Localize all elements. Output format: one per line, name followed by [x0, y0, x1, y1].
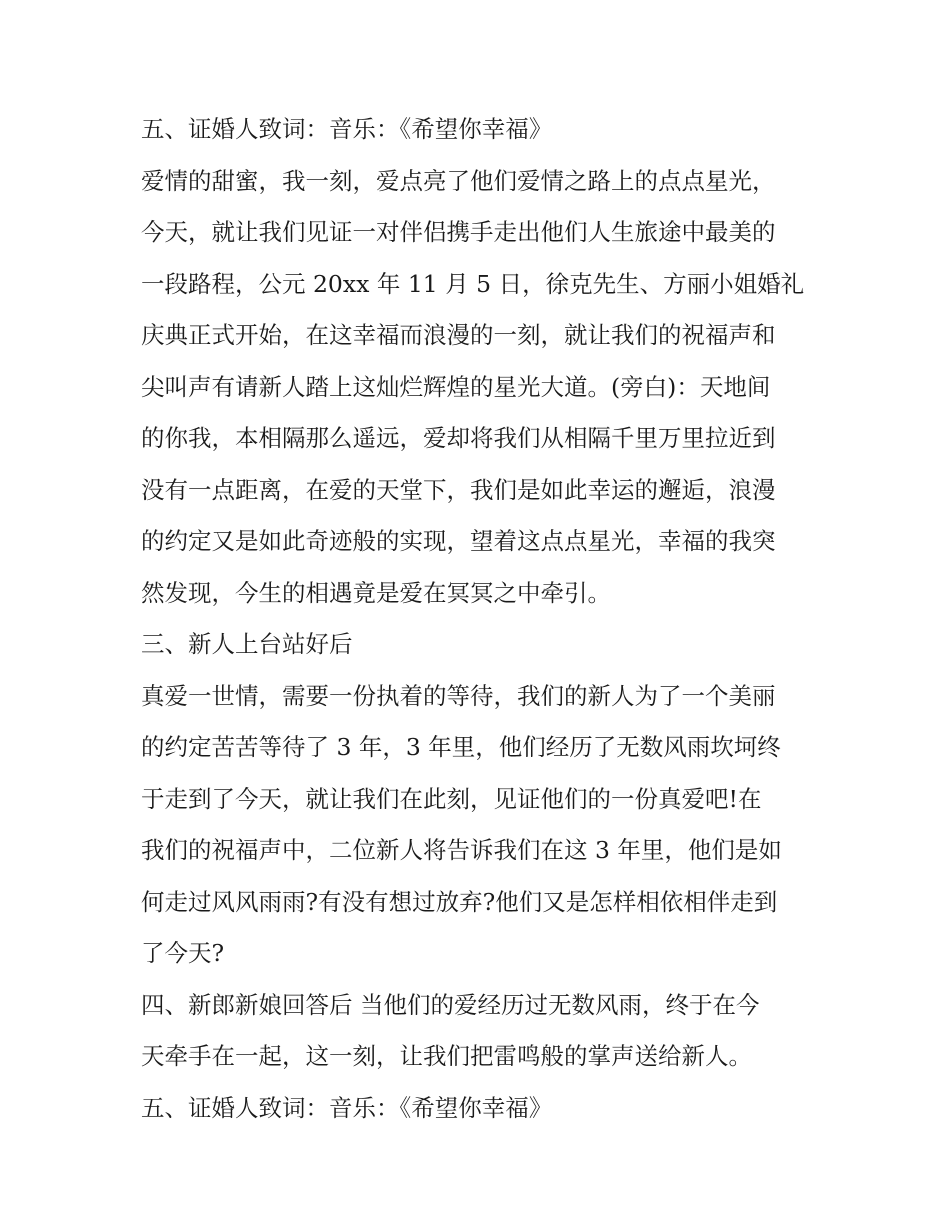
paragraph-line: 尖叫声有请新人踏上这灿烂辉煌的星光大道。(旁白)：天地间	[141, 372, 771, 401]
paragraph-line: 的约定又是如此奇迹般的实现，望着这点点星光，幸福的我突	[141, 527, 776, 555]
paragraph-line: 真爱一世情，需要一份执着的等待，我们的新人为了一个美丽	[141, 681, 776, 710]
paragraph-line: 然发现，今生的相遇竟是爱在冥冥之中牵引。	[141, 578, 611, 607]
paragraph-line: 天牵手在一起，这一刻，让我们把雷鸣般的掌声送给新人。	[141, 1042, 752, 1070]
paragraph-line: 一段路程，公元 20xx 年 11 月 5 日，徐克先生、方丽小姐婚礼	[141, 269, 805, 298]
section-heading: 四、新郎新娘回答后 当他们的爱经历过无数风雨，终于在今	[141, 990, 760, 1019]
paragraph-line: 庆典正式开始，在这幸福而浪漫的一刻，就让我们的祝福声和	[141, 321, 776, 349]
paragraph-line: 今天，就让我们见证一对伴侣携手走出他们人生旅途中最美的	[141, 218, 776, 246]
paragraph-line: 了今天?	[141, 939, 225, 967]
section-heading: 五、证婚人致词：音乐：《希望你幸福》	[141, 1093, 553, 1122]
paragraph-line: 的你我，本相隔那么遥远，爱却将我们从相隔千里万里拉近到	[141, 424, 776, 452]
paragraph-line: 的约定苦苦等待了 3 年，3 年里，他们经历了无数风雨坎坷终	[141, 733, 781, 761]
paragraph-line: 何走过风风雨雨?有没有想过放弃?他们又是怎样相依相伴走到	[141, 887, 778, 916]
paragraph-line: 没有一点距离，在爱的天堂下，我们是如此幸运的邂逅，浪漫	[141, 475, 776, 504]
document-body	[141, 104, 815, 1134]
paragraph-line: 爱情的甜蜜，我一刻，爱点亮了他们爱情之路上的点点星光，	[141, 166, 776, 195]
paragraph-line: 我们的祝福声中，二位新人将告诉我们在这 3 年里，他们是如	[141, 836, 782, 864]
section-heading: 三、新人上台站好后	[141, 630, 353, 658]
paragraph-line: 于走到了今天，就让我们在此刻，见证他们的一份真爱吧!在	[141, 784, 762, 813]
section-heading: 五、证婚人致词：音乐：《希望你幸福》	[141, 115, 553, 143]
